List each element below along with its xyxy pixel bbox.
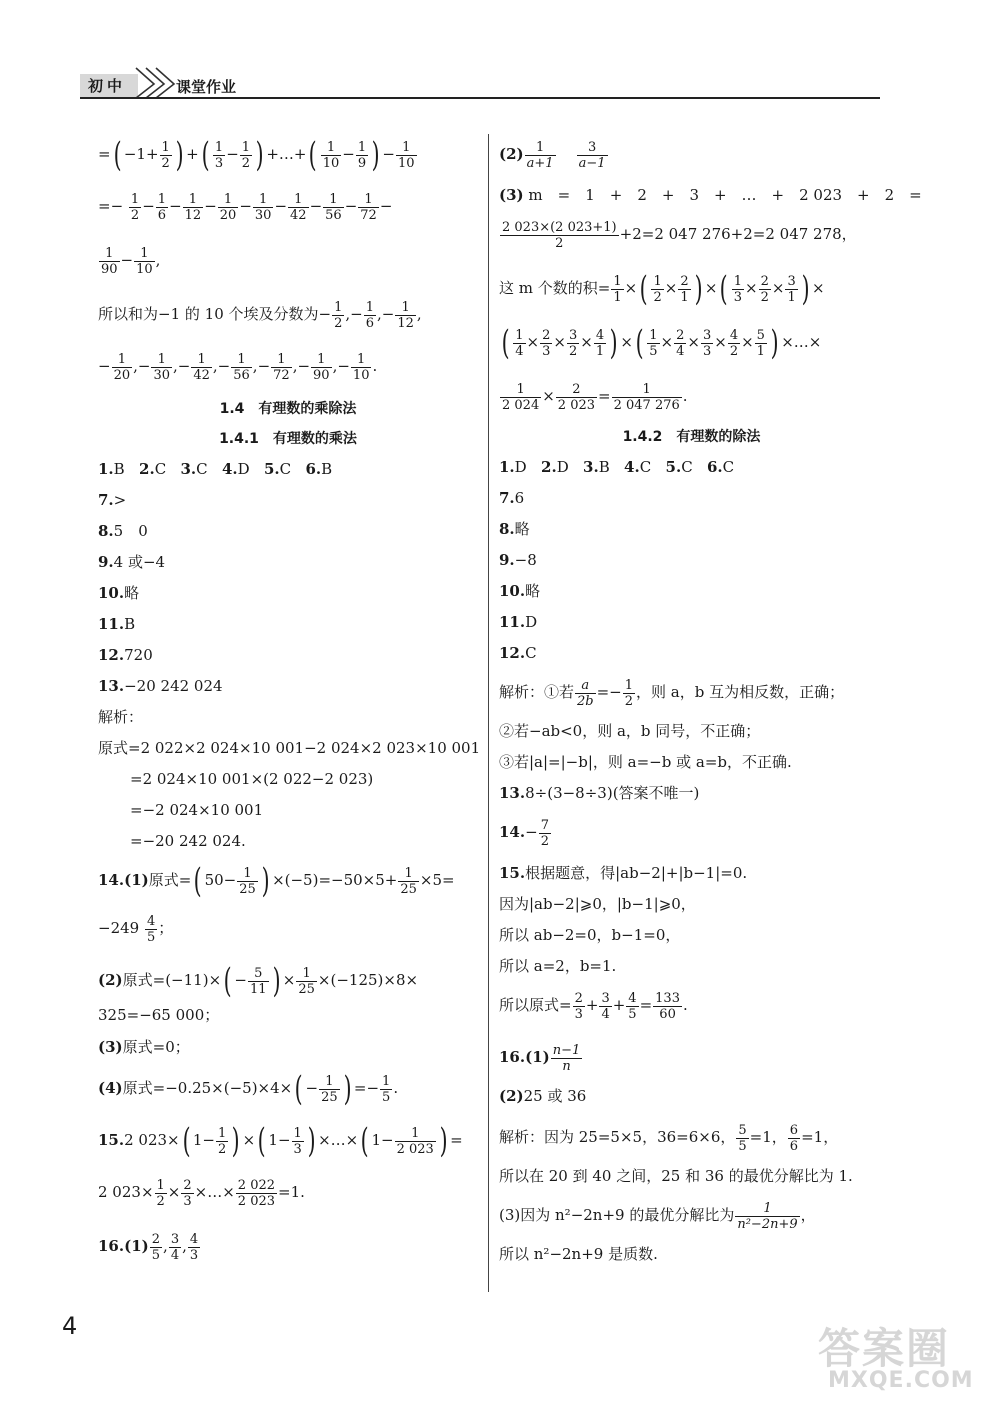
fraction: $\frac{2}{3}$ <box>574 990 583 1022</box>
fraction: $\frac{5}{5}$ <box>738 1122 747 1154</box>
fraction: $\frac{a}{2b}$ <box>577 677 594 709</box>
answer-15-result: 2 023× $\frac{1}{2}$ × $\frac{2}{3}$ ×…× $\frac{2 022}{2 023}$ =1. <box>98 1177 305 1209</box>
answer-14-2: (2)原式=(−11)×( − $\frac{5}{11}$ ) × $\frac{1}{25}$ ×(−125)×8× <box>98 961 419 1001</box>
answer-14-4: (4)原式=−0.25×(−5)×4×( − $\frac{1}{25}$ ) =− $\frac{1}{5}$ . <box>98 1069 399 1109</box>
answer-15: 15.2 023×( 1− $\frac{1}{2}$ ) ×( 1− $\frac{1}{3}$ ) ×…×( 1− $\frac{1}{2 023}$ ) = <box>98 1121 463 1161</box>
fraction: $\frac{1}{90}$ <box>101 245 118 277</box>
right-answer-3-cont: $\frac{2 023\times(2 023+1)}{2}$ +2=2 047 276+2=2 047 278， <box>502 219 857 251</box>
fraction: $\frac{1}{72}$ <box>273 351 290 383</box>
right-product-line-1: 这 m 个数的积= $\frac{1}{1}$ ×( $\frac{1}{2}$ × $\frac{2}{1}$ ) ×( $\frac{1}{3}$ × $\frac{2}{2}$ × $\frac{3}{1}$ ) × <box>499 269 825 309</box>
fraction: $\frac{4}{5}$ <box>146 913 156 945</box>
fraction: $\frac{5}{1}$ <box>756 327 765 359</box>
fraction: $\frac{1}{5}$ <box>649 327 658 359</box>
fraction: $\frac{2}{3}$ <box>183 1177 192 1209</box>
left-line-4: 所以和为−1 的 10 个埃及分数为− $\frac{1}{2}$ ,− $\frac{1}{6}$ ,− $\frac{1}{12}$ , <box>98 299 422 331</box>
fraction: $\frac{5}{11}$ <box>249 965 267 997</box>
right-answer-12: 12.C <box>499 644 537 662</box>
right-answers-1-to-6: 1.D 2.D 3.B 4.C 5.C 6.C <box>499 458 735 476</box>
fraction: $\frac{3}{a-1}$ <box>578 139 606 171</box>
watermark-top-text: 答案圈 <box>818 1324 951 1373</box>
right-answer-7: 7.6 <box>499 489 525 507</box>
right-q15-step-5: 所以原式= $\frac{2}{3}$ + $\frac{3}{4}$ + $\frac{4}{5}$ = $\frac{133}{60}$ . <box>499 990 688 1022</box>
fraction: $\frac{1}{3}$ <box>293 1125 302 1157</box>
section-heading-1-4: 1.4 有理数的乘除法 <box>219 401 357 417</box>
fraction: $\frac{1}{2 024}$ <box>502 381 540 413</box>
fraction: $\frac{4}{2}$ <box>729 327 739 359</box>
section-heading-1-4-1: 1.4.1 有理数的乘法 <box>219 431 357 447</box>
right-answer-11: 11.D <box>499 613 538 631</box>
left-column <box>98 132 481 1266</box>
fraction: $\frac{1}{2}$ <box>156 1177 165 1209</box>
right-answer-3: (3) m = 1 + 2 + 3 + … + 2 023 + 2 = <box>499 186 922 204</box>
right-answer-2: (2) $\frac{1}{a+1}$ $\frac{3}{a-1}$ <box>499 139 606 171</box>
fraction: $\frac{4}{5}$ <box>628 990 637 1022</box>
right-analysis-3: ③若|a|=|−b|，则 a=−b 或 a=b，不正确. <box>499 753 792 771</box>
fraction: $\frac{1}{2}$ <box>130 191 140 223</box>
answer-10: 10.略 <box>98 584 140 602</box>
fraction: $\frac{1}{4}$ <box>515 327 524 359</box>
fraction: $\frac{1}{2}$ <box>653 273 662 305</box>
fraction: $\frac{2}{1}$ <box>680 273 689 305</box>
right-q16-analysis-1: 解析：因为 25=5×5，36=6×6， $\frac{5}{5}$ =1， $\frac{6}{6}$ =1， <box>499 1122 839 1154</box>
fraction: $\frac{1}{2}$ <box>624 677 634 709</box>
right-answer-16-1: 16.(1) $\frac{n-1}{n}$ <box>499 1042 581 1074</box>
right-q15-step-3: 所以 ab−2=0，b−1=0， <box>499 926 681 944</box>
answers-1-to-6: 1.B 2.C 3.C 4.D 5.C 6.B <box>98 460 333 478</box>
fraction: $\frac{3}{4}$ <box>601 990 610 1022</box>
fraction: $\frac{133}{60}$ <box>655 990 680 1022</box>
fraction: $\frac{1}{56}$ <box>233 351 250 383</box>
fraction: $\frac{3}{1}$ <box>787 273 796 305</box>
answer-14-1-result: −249 $\frac{4}{5}$ ； <box>98 913 174 945</box>
fraction: $\frac{1}{2}$ <box>161 139 170 171</box>
header-level-label: 初中 <box>80 74 138 98</box>
right-q16-analysis-2: 所以在 20 到 40 之间，25 和 36 的最优分解比为 1. <box>499 1167 853 1185</box>
left-line-1: =( −1+ $\frac{1}{2}$ ) +( $\frac{1}{3}$ − $\frac{1}{2}$ ) +…+( $\frac{1}{10}$ − $\frac{1}{9}$ ) − $\frac{1}{10}$ <box>98 135 415 175</box>
fraction: $\frac{1}{56}$ <box>325 191 342 223</box>
header-rule <box>80 97 880 99</box>
right-analysis-2: ②若−ab<0，则 a，b 同号，不正确； <box>499 722 761 740</box>
fraction: $\frac{1}{42}$ <box>290 191 307 223</box>
q13-step-4: =−20 242 024. <box>130 832 246 850</box>
fraction: $\frac{1}{20}$ <box>219 191 237 223</box>
fraction: $\frac{3}{3}$ <box>702 327 712 359</box>
fraction: $\frac{1}{25}$ <box>239 865 256 897</box>
fraction: $\frac{1}{\text{n²−2n+9}}$ <box>737 1200 798 1232</box>
answer-14-1: 14.(1)原式=( 50− $\frac{1}{25}$ ) ×(−5)=−50×5+ $\frac{1}{25}$ ×5= <box>98 861 455 901</box>
fraction: $\frac{2 023\times(2 023+1)}{2}$ <box>502 219 617 251</box>
q13-step-3: =−2 024×10 001 <box>130 801 264 819</box>
fraction: $\frac{1}{3}$ <box>214 139 224 171</box>
fraction: $\frac{1}{6}$ <box>365 299 374 331</box>
fraction: $\frac{1}{2 047 276}$ <box>613 381 680 413</box>
answer-14-3: (3)原式=0； <box>98 1038 190 1056</box>
right-answer-13: 13.8÷(3−8÷3)(答案不唯一) <box>499 784 700 802</box>
fraction: $\frac{1}{10}$ <box>322 139 340 171</box>
double-chevron-icon <box>132 62 180 98</box>
page-number: 4 <box>62 1312 78 1340</box>
right-answer-10: 10.略 <box>499 582 541 600</box>
fraction: $\frac{4}{3}$ <box>189 1231 199 1263</box>
answer-13: 13.−20 242 024 <box>98 677 223 695</box>
fraction: $\frac{2}{4}$ <box>676 327 685 359</box>
fraction: $\frac{2}{2}$ <box>760 273 769 305</box>
fraction: $\frac{1}{25}$ <box>298 965 315 997</box>
fraction: $\frac{4}{1}$ <box>595 327 605 359</box>
fraction: $\frac{1}{25}$ <box>321 1073 338 1105</box>
fraction: $\frac{7}{2}$ <box>540 817 549 849</box>
fraction: $\frac{1}{2}$ <box>334 299 343 331</box>
answer-16-1: 16.(1) $\frac{2}{5}$ , $\frac{3}{4}$ , $\frac{4}{3}$ <box>98 1231 199 1263</box>
fraction: $\frac{2}{3}$ <box>542 327 551 359</box>
right-answer-9: 9.−8 <box>499 551 537 569</box>
fraction: $\frac{1}{a+1}$ <box>526 139 554 171</box>
fraction: $\frac{1}{5}$ <box>382 1073 391 1105</box>
section-heading-1-4-2: 1.4.2 有理数的除法 <box>622 429 761 445</box>
q13-step-1: 原式=2 022×2 024×10 001−2 024×2 023×10 001 <box>98 739 481 757</box>
right-q16-analysis-3: (3)因为 n²−2n+9 的最优分解比为 $\frac{1}{\text{n²−2n+9}}$ ， <box>499 1200 816 1232</box>
fraction: $\frac{2 022}{2 023}$ <box>237 1177 276 1209</box>
fraction: $\frac{6}{6}$ <box>789 1122 799 1154</box>
fraction: $\frac{2}{2 023}$ <box>557 381 596 413</box>
fraction: $\frac{n-1}{n}$ <box>552 1042 581 1074</box>
fraction: $\frac{1}{3}$ <box>733 273 742 305</box>
analysis-label: 解析： <box>98 708 144 726</box>
right-product-line-3: $\frac{1}{2 024}$ × $\frac{2}{2 023}$ = $\frac{1}{2 047 276}$ . <box>502 381 688 413</box>
fraction: $\frac{3}{4}$ <box>170 1231 180 1263</box>
fraction: $\frac{1}{90}$ <box>313 351 330 383</box>
fraction: $\frac{1}{2}$ <box>241 139 251 171</box>
fraction: $\frac{1}{12}$ <box>397 299 414 331</box>
right-analysis-1: 解析：①若 $\frac{a}{2b}$ =− $\frac{1}{2}$ ，则 a，b 互为相反数，正确； <box>499 677 845 709</box>
answer-7: 7.> <box>98 491 127 509</box>
right-answer-14: 14.− $\frac{7}{2}$ <box>499 817 549 849</box>
right-answer-16-2: (2)25 或 36 <box>499 1087 587 1105</box>
fraction: $\frac{1}{20}$ <box>113 351 131 383</box>
answer-8: 8.5 0 <box>98 522 148 540</box>
left-line-5: − $\frac{1}{20}$ ,− $\frac{1}{30}$ ,− $\frac{1}{42}$ ,− $\frac{1}{56}$ ,− $\frac{1}{72}$ ,− $\frac{1}{90}$ ,− $\frac{1}{10}$ . <box>98 351 378 383</box>
fraction: $\frac{2}{5}$ <box>151 1231 161 1263</box>
column-divider <box>488 134 489 1292</box>
fraction: $\frac{1}{42}$ <box>193 351 210 383</box>
answer-11: 11.B <box>98 615 136 633</box>
fraction: $\frac{3}{2}$ <box>568 327 578 359</box>
fraction: $\frac{1}{72}$ <box>360 191 377 223</box>
right-answer-15: 15.根据题意，得|ab−2|+|b−1|=0. <box>499 864 748 882</box>
fraction: $\frac{1}{10}$ <box>397 139 415 171</box>
fraction: $\frac{1}{25}$ <box>400 865 417 897</box>
left-line-3: $\frac{1}{90}$ − $\frac{1}{10}$ , <box>101 245 161 277</box>
fraction: $\frac{1}{30}$ <box>153 351 171 383</box>
fraction: $\frac{1}{12}$ <box>184 191 202 223</box>
right-q15-step-2: 因为|ab−2|⩾0，|b−1|⩾0， <box>499 895 696 913</box>
fraction: $\frac{1}{10}$ <box>136 245 153 277</box>
answer-14-2-result: 325=−65 000； <box>98 1006 220 1024</box>
left-line-2: =− $\frac{1}{2}$ − $\frac{1}{6}$ − $\frac{1}{12}$ − $\frac{1}{20}$ − $\frac{1}{30}$ − $\frac{1}{42}$ − $\frac{1}{56}$ − $\frac{1}{72}$ − <box>98 191 393 223</box>
watermark-logo <box>818 1316 990 1396</box>
fraction: $\frac{1}{30}$ <box>254 191 272 223</box>
header-title: 课堂作业 <box>176 78 237 96</box>
right-column <box>499 132 922 1265</box>
fraction: $\frac{1}{6}$ <box>157 191 167 223</box>
q13-step-2: =2 024×10 001×(2 022−2 023) <box>130 770 374 788</box>
fraction: $\frac{1}{2 023}$ <box>396 1125 434 1157</box>
right-answer-8: 8.略 <box>499 520 530 538</box>
page-header <box>80 62 880 98</box>
fraction: $\frac{1}{9}$ <box>357 139 367 171</box>
right-q15-step-4: 所以 a=2，b=1. <box>499 957 617 975</box>
right-product-line-2: ( $\frac{1}{4}$ × $\frac{2}{3}$ × $\frac{3}{2}$ × $\frac{4}{1}$ ) ×( $\frac{1}{5}$ × $\frac{2}{4}$ × $\frac{3}{3}$ × $\frac{4}{2}$ × $\frac{5}{1}$ ) ×…× <box>501 323 822 363</box>
answer-9: 9.4 或−4 <box>98 553 166 571</box>
answer-12: 12.720 <box>98 646 153 664</box>
right-q16-analysis-4: 所以 n²−2n+9 是质数. <box>499 1245 658 1263</box>
fraction: $\frac{1}{1}$ <box>613 273 622 305</box>
fraction: $\frac{1}{2}$ <box>218 1125 227 1157</box>
fraction: $\frac{1}{10}$ <box>352 351 370 383</box>
watermark-url-text: MXQE.COM <box>828 1368 974 1393</box>
